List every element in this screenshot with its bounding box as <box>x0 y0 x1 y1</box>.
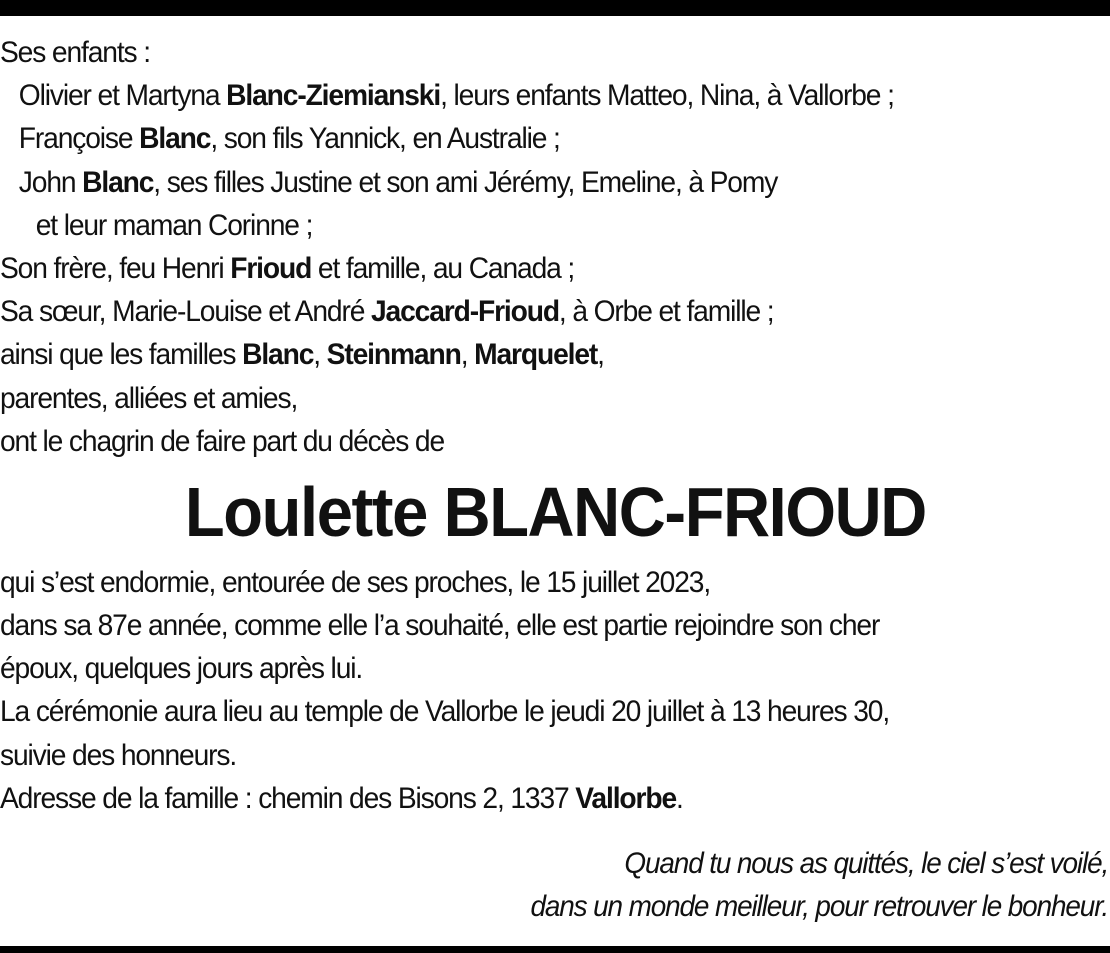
quote-line <box>0 885 1110 928</box>
text-segment: Sa sœur, Marie-Louise et André <box>0 295 371 329</box>
text-line <box>0 117 1043 160</box>
obituary-notice <box>0 31 1110 928</box>
bold-name: Blanc <box>242 338 314 372</box>
text-segment: . <box>676 781 683 815</box>
text-line <box>0 777 1043 820</box>
text-line <box>0 734 1043 777</box>
text-segment: Son frère, feu Henri <box>0 251 231 285</box>
text-line <box>0 377 1043 420</box>
text-line <box>0 647 1043 690</box>
bottom-rule <box>0 946 1110 953</box>
bold-name: Blanc <box>139 122 211 156</box>
text-segment: , <box>597 338 604 372</box>
bold-name: Blanc-Ziemianski <box>226 79 441 113</box>
text-segment: et famille, au Canada ; <box>311 251 575 285</box>
text-segment: , son fils Yannick, en Australie ; <box>210 122 560 156</box>
text-line <box>0 74 1043 117</box>
quote-line-text: Quand tu nous as quittés, le ciel s’est voilé, <box>624 847 1108 880</box>
text-segment: Ses enfants : <box>0 36 150 69</box>
deceased-name-text: Loulette BLANC-FRIOUD <box>184 472 926 551</box>
bold-name: Marquelet <box>474 338 598 372</box>
deceased-name <box>0 463 1110 561</box>
text-segment: , <box>313 338 327 372</box>
family-list <box>0 31 1110 463</box>
text-line <box>0 31 1043 74</box>
text-line <box>0 420 1043 463</box>
bold-name: Vallorbe <box>575 781 677 815</box>
quote-line <box>0 842 1110 885</box>
text-segment: ont le chagrin de faire part du décès de <box>0 424 445 458</box>
text-segment: suivie des honneurs. <box>0 738 237 772</box>
text-segment: parentes, alliées et amies, <box>0 381 298 415</box>
text-segment: époux, quelques jours après lui. <box>0 652 363 686</box>
top-rule <box>0 0 1110 16</box>
bold-name: Jaccard-Frioud <box>370 295 559 329</box>
text-segment: Olivier et Martyna <box>18 79 227 113</box>
text-line <box>0 290 1043 333</box>
text-segment: John <box>18 165 83 199</box>
text-segment: , leurs enfants Matteo, Nina, à Vallorbe ; <box>440 79 894 113</box>
text-segment: La cérémonie aura lieu au temple de Vallorbe le jeudi 20 juillet à 13 heures 30, <box>0 695 890 729</box>
text-line <box>0 247 1043 290</box>
text-segment: ainsi que les familles <box>0 338 243 372</box>
text-segment: dans sa 87e année, comme elle l’a souhaité, elle est partie rejoindre son cher <box>0 609 880 643</box>
text-line <box>0 161 1043 204</box>
text-line <box>0 604 1043 647</box>
memorial-quote <box>0 842 1110 928</box>
text-segment: et leur maman Corinne ; <box>35 208 313 242</box>
text-segment: Françoise <box>18 122 140 156</box>
text-line <box>0 204 1043 247</box>
text-segment: , <box>460 338 475 372</box>
text-segment: Adresse de la famille : chemin des Bisons 2, 1337 <box>0 781 576 815</box>
bold-name: Frioud <box>230 251 312 285</box>
text-segment: qui s’est endormie, entourée de ses proches, le 15 juillet 2023, <box>0 565 711 599</box>
announcement-text <box>0 561 1110 820</box>
quote-line-text: dans un monde meilleur, pour retrouver le bonheur. <box>530 890 1108 923</box>
text-segment: , à Orbe et famille ; <box>558 295 774 329</box>
text-line <box>0 690 1043 733</box>
bold-name: Blanc <box>82 165 154 199</box>
text-line <box>0 561 1043 604</box>
bold-name: Steinmann <box>326 338 461 372</box>
text-line <box>0 333 1043 376</box>
text-segment: , ses filles Justine et son ami Jérémy, Emeline, à Pomy <box>153 165 778 199</box>
